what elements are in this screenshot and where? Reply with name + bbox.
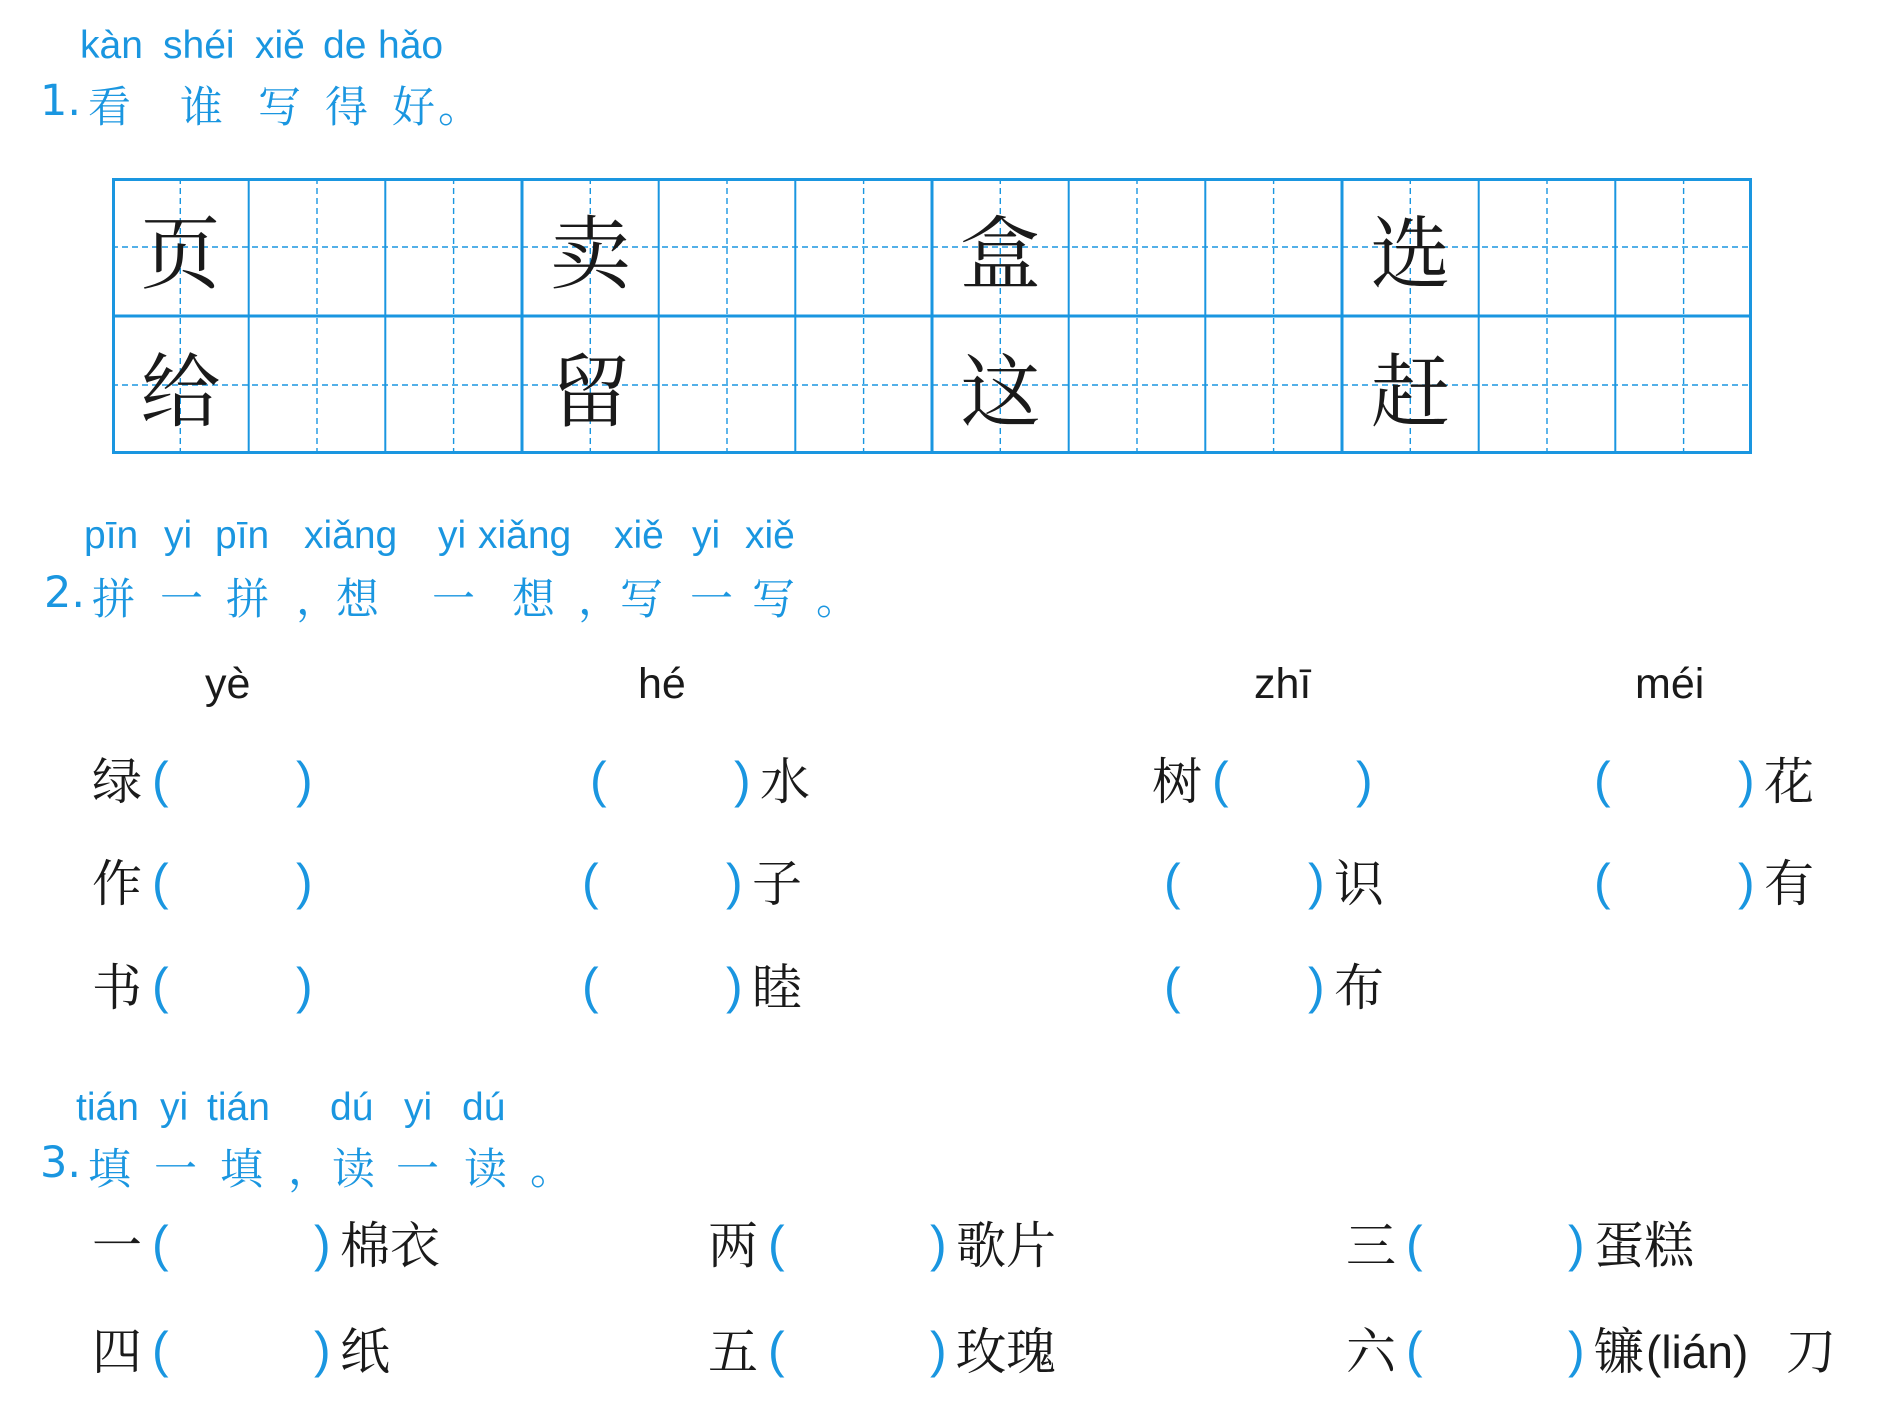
pronunciation-pinyin: lián bbox=[1661, 1326, 1733, 1378]
q1-pinyin: de bbox=[323, 24, 367, 67]
answer-bracket-close: ) bbox=[1568, 1322, 1585, 1378]
answer-blank[interactable] bbox=[170, 1216, 314, 1276]
word-char: 花 bbox=[1764, 753, 1814, 811]
q2-title-char: 想 bbox=[512, 575, 555, 625]
q2-pinyin: xiě bbox=[614, 514, 664, 557]
answer-bracket-open: ( bbox=[768, 1322, 785, 1378]
noun-text: 玫瑰 bbox=[956, 1323, 1056, 1381]
answer-bracket-open: ( bbox=[590, 752, 607, 808]
q2-number: 2. bbox=[44, 568, 86, 618]
grid-cell[interactable] bbox=[1205, 316, 1342, 454]
noun-text-tail: 刀 bbox=[1786, 1323, 1836, 1381]
q1-number: 1. bbox=[40, 76, 82, 126]
grid-cell[interactable] bbox=[385, 316, 522, 454]
answer-bracket-open: ( bbox=[152, 1322, 169, 1378]
answer-bracket-close: ) bbox=[1308, 958, 1325, 1014]
q3-pinyin: yi bbox=[404, 1086, 433, 1129]
q1-title-char: 写 bbox=[258, 83, 301, 133]
answer-bracket-open: ( bbox=[1164, 854, 1181, 910]
answer-blank[interactable] bbox=[786, 1322, 930, 1382]
grid-cell[interactable] bbox=[795, 316, 932, 454]
word-char: 子 bbox=[752, 855, 802, 913]
answer-blank[interactable] bbox=[1424, 1322, 1568, 1382]
number-char: 三 bbox=[1346, 1217, 1396, 1275]
answer-bracket-close: ) bbox=[930, 1216, 947, 1272]
q2-title-char: 写 bbox=[752, 575, 795, 625]
pinyin-hint: zhī bbox=[1254, 660, 1312, 708]
q1-title-char: 谁 bbox=[180, 83, 223, 133]
answer-blank[interactable] bbox=[786, 1216, 930, 1276]
answer-blank[interactable] bbox=[1612, 854, 1736, 914]
q3-title-char: 一 bbox=[154, 1145, 197, 1195]
answer-blank[interactable] bbox=[608, 752, 732, 812]
answer-bracket-close: ) bbox=[1568, 1216, 1585, 1272]
q2-title-char: 一 bbox=[160, 575, 203, 625]
answer-blank[interactable] bbox=[1182, 854, 1306, 914]
answer-bracket-close: ) bbox=[726, 958, 743, 1014]
pinyin-hint: yè bbox=[205, 660, 251, 708]
answer-bracket-open: ( bbox=[768, 1216, 785, 1272]
q1-title-char: 。 bbox=[438, 83, 481, 133]
answer-bracket-open: ( bbox=[1164, 958, 1181, 1014]
q3-title-char: ， bbox=[288, 1145, 331, 1195]
grid-cell: 这 bbox=[960, 345, 1041, 439]
answer-bracket-open: ( bbox=[1406, 1322, 1423, 1378]
q3-title-char: 一 bbox=[396, 1145, 439, 1195]
answer-blank[interactable] bbox=[170, 854, 294, 914]
grid-cell: 盒 bbox=[960, 207, 1041, 301]
answer-bracket-open: ( bbox=[1594, 854, 1611, 910]
q2-pinyin: yi bbox=[438, 514, 467, 557]
word-char: 作 bbox=[92, 855, 142, 913]
answer-bracket-close: ) bbox=[930, 1322, 947, 1378]
answer-bracket-open: ( bbox=[152, 1216, 169, 1272]
q2-pinyin: yi bbox=[164, 514, 193, 557]
answer-bracket-open: ( bbox=[152, 752, 169, 808]
q3-pinyin: dú bbox=[462, 1086, 506, 1129]
q2-pinyin: xiǎng bbox=[304, 514, 398, 557]
grid-cell[interactable] bbox=[1205, 178, 1342, 316]
answer-blank[interactable] bbox=[1424, 1216, 1568, 1276]
q1-pinyin: kàn bbox=[80, 24, 143, 67]
answer-blank[interactable] bbox=[1182, 958, 1306, 1018]
q1-title-char: 得 bbox=[325, 83, 368, 133]
grid-cell: 页 bbox=[140, 207, 221, 301]
q2-title-char: 一 bbox=[432, 575, 475, 625]
answer-bracket-close: ) bbox=[314, 1216, 331, 1272]
grid-cell[interactable] bbox=[795, 178, 932, 316]
q2-title-char: 想 bbox=[336, 575, 379, 625]
grid-cell[interactable] bbox=[659, 316, 795, 454]
answer-bracket-close: ) bbox=[1308, 854, 1325, 910]
noun-text: 镰 bbox=[1594, 1323, 1644, 1381]
word-char: 树 bbox=[1152, 753, 1202, 811]
grid-cell[interactable] bbox=[249, 316, 385, 454]
answer-blank[interactable] bbox=[170, 752, 294, 812]
answer-blank[interactable] bbox=[1230, 752, 1354, 812]
noun-text: 棉衣 bbox=[340, 1217, 440, 1275]
grid-cell[interactable] bbox=[659, 178, 795, 316]
word-char: 睦 bbox=[752, 959, 802, 1017]
answer-bracket-close: ) bbox=[734, 752, 751, 808]
grid-cell[interactable] bbox=[249, 178, 385, 316]
q3-title-char: 读 bbox=[464, 1145, 507, 1195]
answer-bracket-open: ( bbox=[582, 958, 599, 1014]
q2-title-char: 拼 bbox=[92, 575, 135, 625]
answer-bracket-open: ( bbox=[1212, 752, 1229, 808]
pinyin-hint: hé bbox=[638, 660, 686, 708]
grid-cell: 赶 bbox=[1370, 345, 1451, 439]
writing-grid bbox=[112, 178, 1752, 454]
number-char: 四 bbox=[92, 1323, 142, 1381]
pinyin-hint: méi bbox=[1635, 660, 1705, 708]
pronunciation-note: (lián) bbox=[1646, 1326, 1749, 1378]
q2-title-char: 一 bbox=[690, 575, 733, 625]
grid-cell[interactable] bbox=[1615, 178, 1752, 316]
answer-blank[interactable] bbox=[1612, 752, 1736, 812]
answer-bracket-close: ) bbox=[314, 1322, 331, 1378]
q2-title-char: 拼 bbox=[226, 575, 269, 625]
answer-bracket-open: ( bbox=[1406, 1216, 1423, 1272]
q2-title-char: ， bbox=[296, 575, 339, 625]
grid-cell[interactable] bbox=[1479, 178, 1615, 316]
q1-title-char: 好 bbox=[392, 83, 435, 133]
answer-bracket-open: ( bbox=[1594, 752, 1611, 808]
q3-pinyin: tián bbox=[76, 1086, 139, 1129]
grid-cell: 给 bbox=[140, 345, 221, 439]
number-char: 六 bbox=[1346, 1323, 1396, 1381]
q1-title-char: 看 bbox=[88, 83, 131, 133]
q2-pinyin: yi bbox=[692, 514, 721, 557]
answer-bracket-open: ( bbox=[152, 854, 169, 910]
word-char: 布 bbox=[1334, 959, 1384, 1017]
q2-pinyin: xiě bbox=[745, 514, 795, 557]
grid-cell[interactable] bbox=[1069, 178, 1205, 316]
answer-blank[interactable] bbox=[170, 958, 294, 1018]
word-char: 识 bbox=[1334, 855, 1384, 913]
grid-cell[interactable] bbox=[1069, 316, 1205, 454]
answer-bracket-close: ) bbox=[1738, 752, 1755, 808]
noun-text: 蛋糕 bbox=[1594, 1217, 1694, 1275]
q1-pinyin: shéi bbox=[163, 24, 235, 67]
answer-blank[interactable] bbox=[170, 1322, 314, 1382]
q3-title-char: 填 bbox=[88, 1145, 131, 1195]
q1-pinyin: hǎo bbox=[378, 24, 444, 67]
q2-title-char: 。 bbox=[816, 575, 859, 625]
q3-title-char: 读 bbox=[332, 1145, 375, 1195]
word-char: 水 bbox=[760, 753, 810, 811]
answer-bracket-close: ) bbox=[296, 854, 313, 910]
q3-pinyin: yi bbox=[160, 1086, 189, 1129]
q3-number: 3. bbox=[40, 1138, 82, 1188]
noun-text: 纸 bbox=[340, 1323, 390, 1381]
number-char: 两 bbox=[708, 1217, 758, 1275]
grid-cell[interactable] bbox=[385, 178, 522, 316]
answer-bracket-open: ( bbox=[582, 854, 599, 910]
answer-blank[interactable] bbox=[600, 958, 724, 1018]
q2-title-char: 写 bbox=[620, 575, 663, 625]
q3-pinyin: tián bbox=[207, 1086, 270, 1129]
answer-bracket-close: ) bbox=[1738, 854, 1755, 910]
number-char: 五 bbox=[708, 1323, 758, 1381]
q2-pinyin: pīn bbox=[84, 514, 139, 557]
answer-bracket-open: ( bbox=[152, 958, 169, 1014]
q3-pinyin: dú bbox=[330, 1086, 374, 1129]
number-char: 一 bbox=[92, 1217, 142, 1275]
noun-text: 歌片 bbox=[956, 1217, 1056, 1275]
q3-title-char: 。 bbox=[530, 1145, 573, 1195]
q2-pinyin: xiǎng bbox=[478, 514, 572, 557]
answer-bracket-close: ) bbox=[296, 752, 313, 808]
grid-cell: 卖 bbox=[550, 207, 631, 301]
answer-bracket-close: ) bbox=[1356, 752, 1373, 808]
q2-title-char: ， bbox=[578, 575, 621, 625]
grid-cell[interactable] bbox=[1615, 316, 1752, 454]
q3-title-char: 填 bbox=[220, 1145, 263, 1195]
word-char: 书 bbox=[92, 959, 142, 1017]
answer-bracket-close: ) bbox=[726, 854, 743, 910]
grid-cell: 留 bbox=[550, 345, 631, 439]
q2-pinyin: pīn bbox=[215, 514, 270, 557]
answer-blank[interactable] bbox=[600, 854, 724, 914]
word-char: 有 bbox=[1764, 855, 1814, 913]
answer-bracket-close: ) bbox=[296, 958, 313, 1014]
grid-cell: 选 bbox=[1370, 207, 1451, 301]
q1-pinyin: xiě bbox=[255, 24, 305, 67]
word-char: 绿 bbox=[92, 753, 142, 811]
grid-cell[interactable] bbox=[1479, 316, 1615, 454]
